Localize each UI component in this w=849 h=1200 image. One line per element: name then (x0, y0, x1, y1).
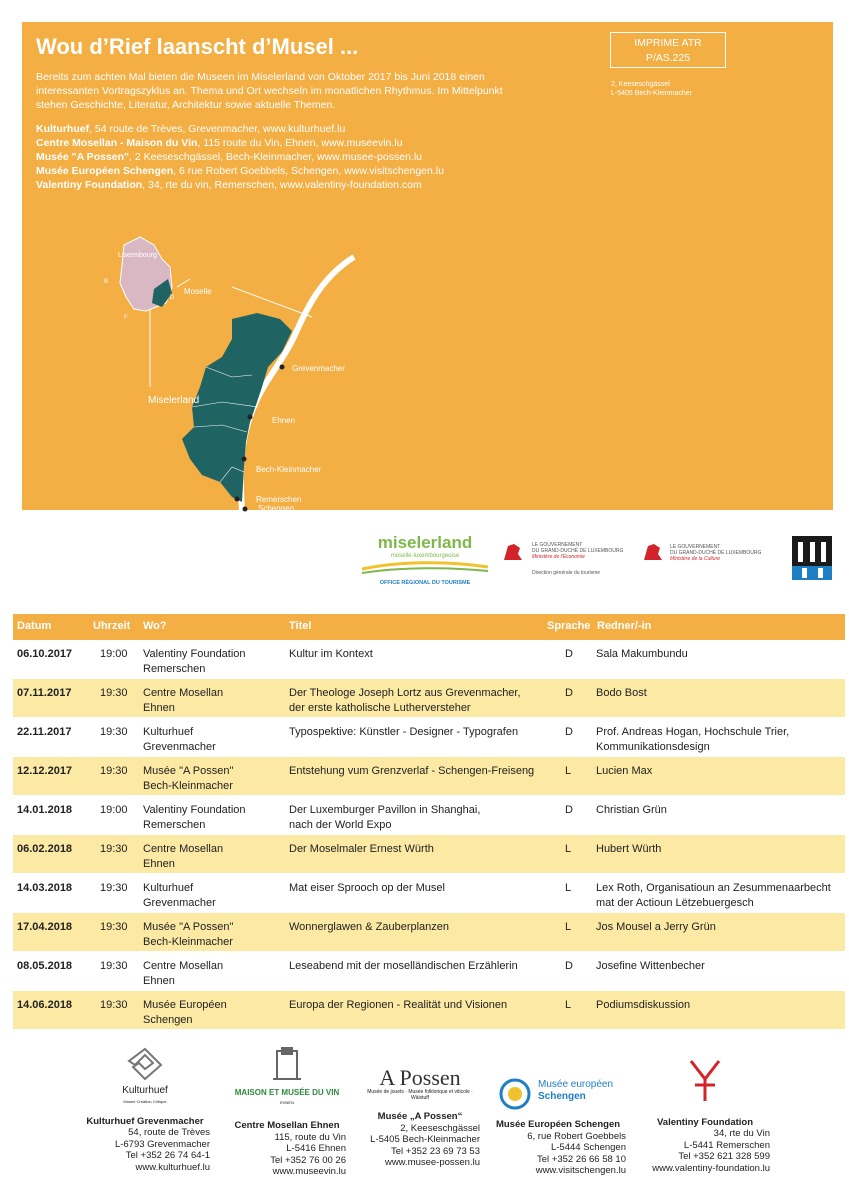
europe-circle-icon (498, 1077, 532, 1111)
cell-where: Bech-Kleinmacher (143, 780, 233, 792)
cell-title: Leseabend mit der moselländischen Erzählerin (289, 960, 518, 972)
postage-stamp-box: IMPRIME ATR P/AS.225 (610, 32, 726, 68)
wave-icon (360, 559, 490, 575)
cell-speaker: Bodo Bost (596, 687, 647, 699)
kulturhuef-logo-icon (125, 1045, 165, 1081)
cell-title: Mat eiser Sprooch op der Musel (289, 882, 445, 894)
cell-time: 19:30 (100, 960, 128, 972)
cell-title: Der Moselmaler Ernest Würth (289, 843, 434, 855)
cell-speaker: Christian Grün (596, 804, 667, 816)
info-panel (22, 22, 833, 510)
table-row (13, 991, 845, 1030)
return-address: 2, Keeseschgässel L-5405 Bech-Kleinmacher (611, 81, 692, 97)
cell-where: Remerschen (143, 663, 206, 675)
table-row (13, 796, 845, 835)
cell-time: 19:30 (100, 687, 128, 699)
cell-date: 06.10.2017 (17, 648, 73, 660)
svg-text:B: B (104, 279, 109, 285)
lion-crest-icon (500, 540, 524, 564)
svg-text:Ehnen: Ehnen (272, 416, 296, 425)
lecture-schedule-table (13, 614, 845, 1030)
cell-title: der erste katholische Lutherversteher (289, 702, 471, 714)
footer-musee-europeen: Musée européen Schengen Musée Européen Schengen 6, rue Robert Goebbels L-5444 Schengen Tel +352 26 66 58 10 www.visitschengen.lu (495, 1079, 626, 1176)
cell-date: 12.12.2017 (17, 765, 73, 777)
venue-list (36, 122, 444, 192)
cell-speaker: Sala Makumbundu (596, 648, 688, 660)
cell-time: 19:00 (100, 804, 128, 816)
cell-where: Kulturhuef (143, 882, 194, 894)
table-row (13, 835, 845, 874)
valentiny-logo-icon (687, 1055, 723, 1105)
cell-title: Typospektive: Künstler - Designer - Typografen (289, 726, 519, 738)
cell-where: Kulturhuef (143, 726, 194, 738)
intro-text: Bereits zum achten Mal bieten die Museen im Miselerland von Oktober 2017 bis Juni 2018 einen interessanten Vortragszyklus an. Thema und Ort wechseln im monatlichen Rhythmus. Im Mittelpunkt stehen Geschichte, Literatur, Architektur sowie aktuelle Themen. (36, 71, 503, 111)
cell-time: 19:30 (100, 726, 128, 738)
miselerland-logo: miselerland moselle·luxembourgeoise OFFICE RÉGIONAL DU TOURISME (360, 533, 490, 586)
cell-speaker: Josefine Wittenbecher (596, 960, 705, 972)
venue-item: Valentiny Foundation, 34, rte du vin, Remerschen, www.valentiny-foundation.com (36, 179, 422, 191)
cell-date: 14.06.2018 (17, 999, 73, 1011)
cell-date: 08.05.2018 (17, 960, 73, 972)
footer-a-possen: A Possen Musée de jouets · Musée folklorique et viticole · Wäistuff Musée „A Possen“ 2, Keeseschgässel L-5405 Bech-Kleinmacher Tel +352 23 69 73 53 www.musee-possen.lu (367, 1065, 480, 1168)
cell-time: 19:30 (100, 999, 128, 1011)
svg-text:F: F (124, 315, 128, 321)
footer-centre-mosellan: MAISON ET MUSÉE DU VIN EHNEN Centre Mosellan Ehnen 115, route du Vin L-5416 Ehnen Tel +352 76 00 26 www.museevin.lu (228, 1045, 346, 1178)
cell-where: Ehnen (143, 702, 175, 714)
table-row (13, 640, 845, 679)
svg-text:Schengen: Schengen (258, 504, 295, 512)
cell-where: Musée "A Possen" (143, 765, 234, 777)
cell-time: 19:30 (100, 921, 128, 933)
wine-press-icon (269, 1045, 305, 1085)
cell-lang: D (565, 726, 573, 738)
cell-date: 07.11.2017 (17, 687, 72, 699)
venue-item: Kulturhuef, 54 route de Trèves, Grevenmacher, www.kulturhuef.lu (36, 123, 346, 135)
cell-lang: L (565, 882, 572, 894)
table-row (13, 952, 845, 991)
cell-time: 19:00 (100, 648, 128, 660)
table-header: Datum Uhrzeit Wo? Titel Sprache Redner/-in (13, 614, 845, 640)
map-label-moselle: Moselle (184, 287, 212, 296)
venue-item: Musée "A Possen", 2 Keeseschgässel, Bech-Kleinmacher, www.musee-possen.lu (36, 151, 422, 163)
cell-where: Musée Européen (143, 999, 227, 1011)
table-row (13, 913, 845, 952)
venue-item: Centre Mosellan - Maison du Vin, 115 route du Vin, Ehnen, www.museevin.lu (36, 137, 403, 149)
mu-logo-icon (792, 536, 832, 580)
cell-where: Ehnen (143, 975, 175, 987)
cell-where: Valentiny Foundation (143, 804, 246, 816)
page-title: Wou d’Rief laanscht d’Musel ... (36, 34, 359, 59)
cell-title: Kultur im Kontext (289, 648, 373, 660)
footer-valentiny: Valentiny Foundation 34, rte du Vin L-5441 Remerschen Tel +352 621 328 599 www.valentiny-foundation.lu (640, 1045, 770, 1174)
cell-lang: D (565, 960, 573, 972)
moselle-region-map (82, 227, 382, 512)
cell-where: Valentiny Foundation (143, 648, 246, 660)
cell-date: 17.04.2018 (17, 921, 73, 933)
cell-title: Der Theologe Joseph Lortz aus Grevenmacher, (289, 687, 521, 699)
cell-title: Entstehung vum Grenzverlaf - Schengen-Freiseng (289, 765, 535, 777)
cell-speaker: Jos Mousel a Jerry Grün (596, 921, 716, 933)
cell-date: 14.03.2018 (17, 882, 73, 894)
cell-speaker: Lex Roth, Organisatioun an Zesummenaarbecht (596, 882, 831, 894)
cell-lang: D (565, 804, 573, 816)
cell-date: 06.02.2018 (17, 843, 73, 855)
cell-where: Grevenmacher (143, 897, 216, 909)
cell-where: Musée "A Possen" (143, 921, 234, 933)
table-row (13, 757, 845, 796)
map-label-luxembourg: Luxembourg (118, 252, 157, 259)
partner-museums-footer (0, 1045, 849, 1185)
cell-lang: L (565, 765, 572, 777)
svg-text:Grevenmacher: Grevenmacher (292, 364, 345, 373)
cell-where: Grevenmacher (143, 741, 216, 753)
cell-lang: L (565, 999, 572, 1011)
cell-title: Europa der Regionen - Realität und Visionen (289, 999, 508, 1011)
cell-speaker: Lucien Max (596, 765, 653, 777)
cell-where: Remerschen (143, 819, 206, 831)
map-label-miselerland: Miselerland (148, 395, 200, 406)
cell-speaker: Prof. Andreas Hogan, Hochschule Trier, (596, 726, 790, 738)
cell-where: Schengen (143, 1014, 193, 1026)
cell-speaker: Kommunikationsdesign (596, 741, 710, 753)
cell-speaker: Podiumsdiskussion (596, 999, 691, 1011)
table-row (13, 679, 845, 718)
cell-where: Centre Mosellan (143, 960, 224, 972)
svg-text:Bech-Kleinmacher: Bech-Kleinmacher (256, 465, 322, 474)
footer-kulturhuef: Kulturhuef Musée Création Critique Kulturhuef Grevenmacher 54, route de Trèves L-6793 Grevenmacher Tel +352 26 74 64-1 www.kulturhuef.lu (80, 1045, 210, 1173)
venue-item: Musée Européen Schengen, 6 rue Robert Goebbels, Schengen, www.visitschengen.lu (36, 165, 444, 177)
table-row (13, 874, 845, 913)
cell-lang: L (565, 843, 572, 855)
cell-title: Wonnerglawen & Zauberplanzen (289, 921, 450, 933)
table-body (13, 640, 845, 1030)
cell-where: Centre Mosellan (143, 687, 224, 699)
cell-time: 19:30 (100, 843, 128, 855)
cell-lang: L (565, 921, 572, 933)
lion-crest-icon (640, 540, 664, 564)
cell-title: nach der World Expo (289, 819, 392, 831)
cell-lang: D (565, 687, 573, 699)
cell-title: Der Luxemburger Pavillon in Shanghai, (289, 804, 481, 816)
table-row (13, 718, 845, 757)
cell-date: 14.01.2018 (17, 804, 73, 816)
cell-lang: D (565, 648, 573, 660)
cell-where: Centre Mosellan (143, 843, 224, 855)
cell-where: Bech-Kleinmacher (143, 936, 233, 948)
cell-speaker: mat der Actioun Lëtzebuergesch (596, 897, 754, 909)
cell-time: 19:30 (100, 882, 128, 894)
cell-speaker: Hubert Würth (596, 843, 662, 855)
svg-text:D: D (170, 295, 175, 301)
cell-time: 19:30 (100, 765, 128, 777)
svg-text:Remerschen: Remerschen (256, 495, 302, 504)
cell-date: 22.11.2017 (17, 726, 72, 738)
cell-where: Ehnen (143, 858, 175, 870)
